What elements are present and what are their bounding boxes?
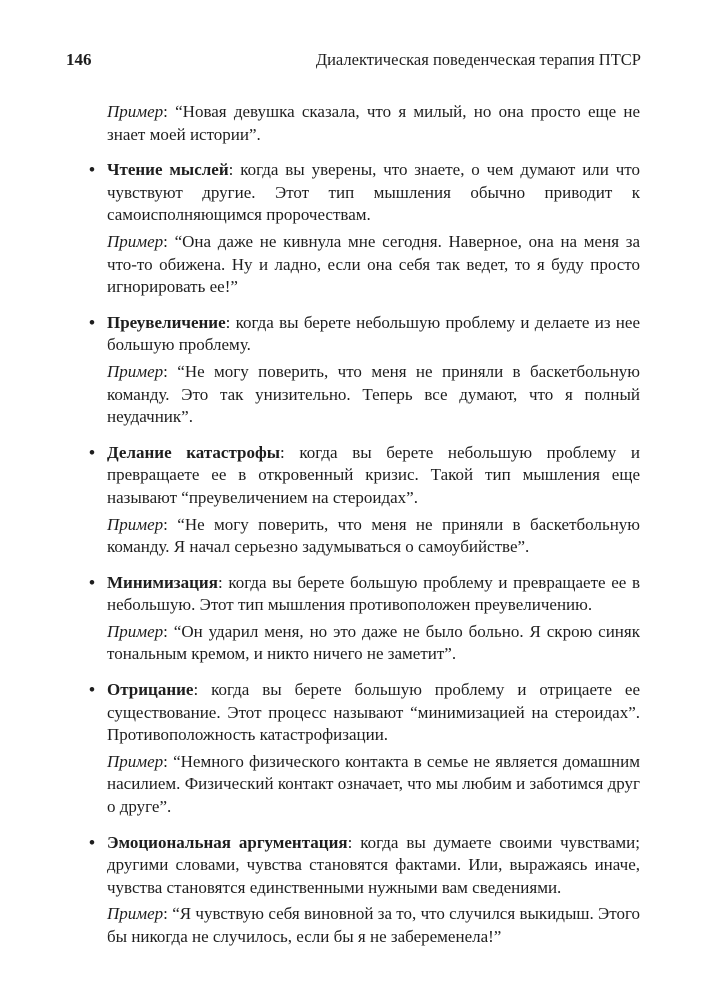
intro-example bbox=[107, 101, 640, 146]
item-definition bbox=[107, 442, 640, 510]
item-definition-text: : когда вы берете небольшую проблему и делаете из нее большую проблему. bbox=[107, 312, 640, 355]
example-text: : “Не могу поверить, что меня не приняли в баскетбольную команду. Это так унизительно. Теперь все думают, что я полный неудачник”. bbox=[107, 361, 640, 427]
item-example bbox=[107, 751, 640, 819]
item-term: Минимизация bbox=[107, 572, 218, 592]
example-label: Пример bbox=[107, 621, 164, 641]
bullet-icon: • bbox=[89, 160, 95, 180]
item-definition bbox=[107, 832, 640, 900]
item-definition-text: : когда вы думаете своими чувствами; другими словами, чувства становятся фактами. Или, выражаясь иначе, чувства становятся единственными нужными вам сведениями. bbox=[107, 832, 640, 897]
item-definition-text: : когда вы берете большую проблему и превращаете ее в небольшую. Этот тип мышления противоположен преувеличению. bbox=[107, 572, 640, 615]
example-label: Пример bbox=[107, 231, 164, 251]
list-item-mind-reading bbox=[89, 159, 640, 299]
list-item-minimization bbox=[89, 572, 640, 666]
bullet-icon: • bbox=[89, 312, 95, 332]
item-definition bbox=[107, 159, 640, 227]
item-term: Преувеличение bbox=[107, 312, 226, 332]
item-definition bbox=[107, 312, 640, 357]
item-example bbox=[107, 903, 640, 948]
bullet-icon: • bbox=[89, 572, 95, 592]
page-number: 146 bbox=[66, 50, 92, 69]
example-label: Пример bbox=[107, 514, 164, 534]
example-text: : “Немного физического контакта в семье не является домашним насилием. Физический контакт означает, что мы любим и заботимся друг о друге”. bbox=[107, 751, 640, 817]
item-definition-text: : когда вы берете небольшую проблему и превращаете ее в откровенный кризис. Такой тип мышления еще называют “преувеличением на стероидах”. bbox=[107, 442, 641, 507]
example-label: Пример bbox=[107, 751, 164, 771]
example-label: Пример bbox=[107, 904, 164, 924]
item-term: Отрицание bbox=[107, 680, 194, 700]
list-item-denial bbox=[89, 679, 640, 819]
item-example bbox=[107, 621, 640, 666]
bullet-icon: • bbox=[89, 832, 95, 852]
example-label: Пример bbox=[107, 102, 164, 121]
item-definition-text: : когда вы берете большую проблему и отрицаете ее существование. Этот процесс называют “минимизацией на стероидах”. Противоположность катастрофизации. bbox=[107, 680, 640, 745]
example-text: : “Новая девушка сказала, что я милый, но она просто еще не знает моей истории”. bbox=[107, 102, 640, 144]
list-item-catastrophizing bbox=[89, 442, 640, 559]
item-definition bbox=[107, 679, 640, 747]
item-term: Эмоциональная аргументация bbox=[107, 832, 348, 852]
item-example bbox=[107, 514, 640, 559]
item-example bbox=[107, 231, 640, 299]
example-text: : “Он ударил меня, но это даже не было больно. Я скрою синяк тональным кремом, и никто ничего не заметит”. bbox=[107, 621, 640, 664]
list-item-emotional-reasoning bbox=[89, 832, 640, 949]
example-text: : “Она даже не кивнула мне сегодня. Наверное, она на меня за что-то обижена. Ну и ладно, если она себя так ведет, то я буду просто игнорировать ее!” bbox=[107, 231, 640, 297]
item-definition bbox=[107, 572, 640, 617]
bullet-icon: • bbox=[89, 442, 95, 462]
distortions-list bbox=[89, 159, 640, 948]
item-term: Чтение мыслей bbox=[107, 160, 229, 180]
page-body bbox=[89, 101, 640, 962]
item-definition-text: : когда вы уверены, что знаете, о чем думают или что чувствуют другие. Этот тип мышления обычно приводит к самоисполняющимся пророчествам. bbox=[107, 160, 640, 225]
list-item-exaggeration bbox=[89, 312, 640, 429]
example-label: Пример bbox=[107, 361, 164, 381]
bullet-icon: • bbox=[89, 680, 95, 700]
example-text: : “Я чувствую себя виновной за то, что случился выкидыш. Этого бы никогда не случилось, если бы я не забеременела!” bbox=[107, 904, 640, 946]
running-title: Диалектическая поведенческая терапия ПТСР bbox=[315, 50, 641, 69]
item-term: Делание катастрофы bbox=[107, 442, 281, 462]
page-header bbox=[66, 50, 641, 70]
example-text: : “Не могу поверить, что меня не приняли в баскетбольную команду. Я начал серьезно задумываться о самоубийстве”. bbox=[107, 514, 640, 557]
item-example bbox=[107, 361, 640, 429]
